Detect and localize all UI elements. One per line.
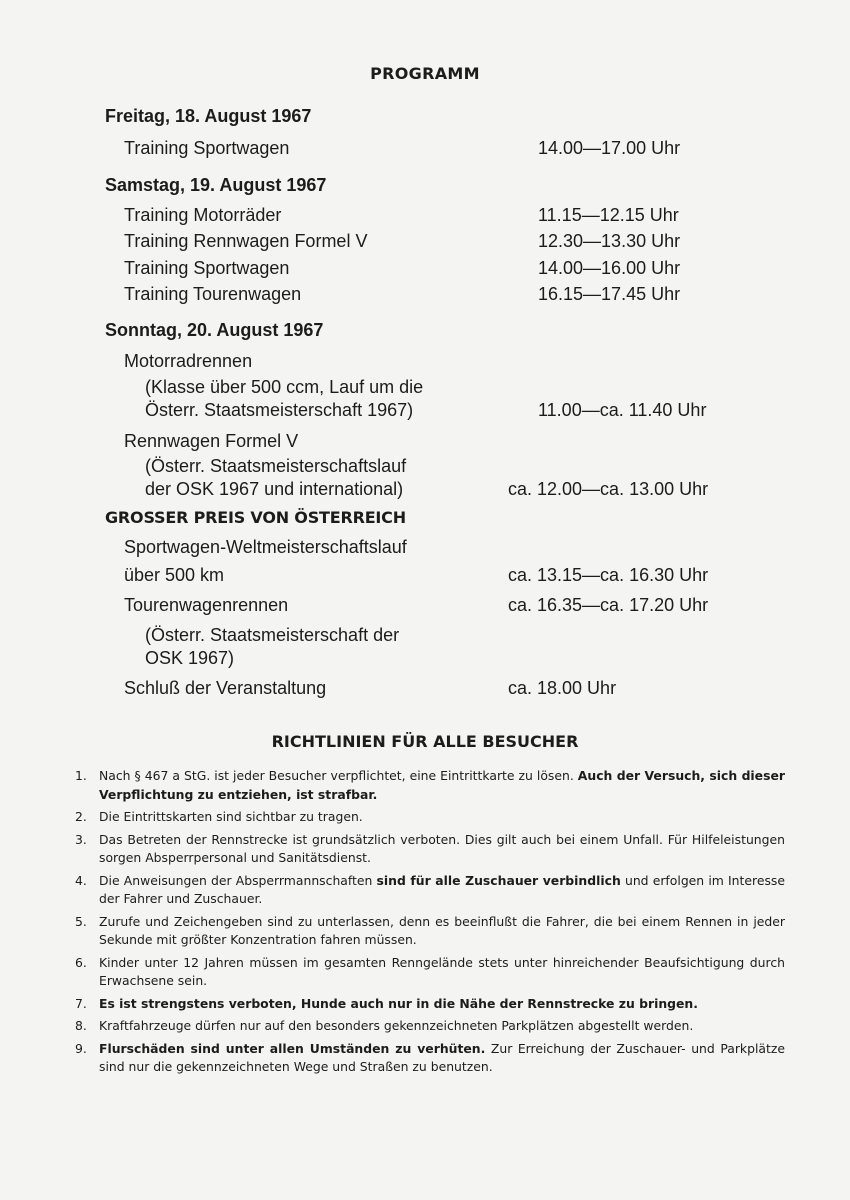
guideline-item [75,995,785,1014]
guideline-item [75,767,785,804]
event-name: Training Rennwagen Formel V [124,231,368,251]
guideline-number: 7. [75,995,87,1011]
schedule-row [0,205,850,231]
event-time: 11.15—12.15 Uhr [538,205,679,225]
schedule-row [0,648,850,674]
event-detail: der OSK 1967 und international) [145,479,404,499]
event-name: Schluß der Veranstaltung [124,678,327,698]
guideline-item [75,1017,785,1036]
schedule-row [0,595,850,621]
event-detail: Österr. Staatsmeisterschaft 1967) [145,400,414,420]
guideline-text-bold: Auch der Versuch, sich dieser Verpflichtung zu entziehen, ist strafbar. [99,768,785,802]
guideline-item [75,872,785,909]
event-name: Training Tourenwagen [124,284,302,304]
guideline-number: 2. [75,809,87,824]
guideline-text-bold: sind für alle Zuschauer verbindlich [376,872,621,888]
schedule-row [0,678,850,704]
event-name: Tourenwagenrennen [124,595,289,615]
event-name: Training Motorräder [124,205,282,225]
schedule-row [0,231,850,257]
guideline-number: 4. [75,872,87,888]
guideline-number: 8. [75,1018,87,1033]
guideline-text: Nach § 467 a StG. ist jeder Besucher verpflichtet, eine Eintrittkarte zu lösen. [99,768,578,783]
event-detail: OSK 1967) [145,648,235,668]
event-time: 14.00—17.00 Uhr [538,138,681,158]
event-time: 14.00—16.00 Uhr [538,258,681,278]
guideline-text: Zur Erreichung der Zuschauer- und Parkplätze sind nur die gekennzeichneten Wege und Straßen zu benutzen. [99,1040,785,1074]
event-time: 16.15—17.45 Uhr [538,284,681,304]
event-name: Rennwagen Formel V [124,431,299,451]
guideline-number: 6. [75,954,87,970]
event-name: Motorradrennen [124,351,253,371]
event-name: Training Sportwagen [124,138,290,158]
guideline-text-bold: Flurschäden sind unter allen Umständen zu verhüten. [99,1040,486,1056]
event-time: ca. 18.00 Uhr [508,678,617,698]
event-time: 12.30—13.30 Uhr [538,231,681,251]
guideline-text: Kraftfahrzeuge dürfen nur auf den besonders gekennzeichneten Parkplätzen abgestellt werden. [99,1018,694,1033]
schedule-row [0,284,850,310]
guideline-item [75,913,785,950]
guidelines-list [75,767,785,1081]
guideline-item [75,831,785,868]
event-detail: (Klasse über 500 ccm, Lauf um die [145,377,424,397]
schedule-row [0,479,850,505]
day-heading: Samstag, 19. August 1967 [105,175,327,195]
guideline-text: Kinder unter 12 Jahren müssen im gesamten Renngelände stets unter hinreichender Beaufsichtigung durch Erwachsene sein. [99,954,785,988]
schedule-row [0,565,850,591]
guideline-number: 1. [75,768,87,783]
schedule-row [0,138,850,164]
guideline-text: Zurufe und Zeichengeben sind zu unterlassen, denn es beeinflußt die Fahrer, die bei einem Rennen in jeder Sekunde mit größter Konzentration fahren müssen. [99,913,785,947]
guideline-item [75,1040,785,1077]
guideline-text-bold: Es ist strengstens verboten, Hunde auch nur in die Nähe der Rennstrecke zu bringen. [99,995,698,1011]
day-heading: Sonntag, 20. August 1967 [105,320,324,340]
guidelines-title: RICHTLINIEN FÜR ALLE BESUCHER [271,732,579,751]
program-title: PROGRAMM [370,64,480,83]
event-detail: (Österr. Staatsmeisterschaftslauf [145,456,407,476]
event-name: Sportwagen-Weltmeisterschaftslauf [124,537,407,557]
schedule-row [0,351,850,377]
event-time: ca. 13.15—ca. 16.30 Uhr [508,565,709,585]
guideline-number: 9. [75,1040,87,1056]
event-time: 11.00—ca. 11.40 Uhr [538,400,707,420]
event-time: ca. 16.35—ca. 17.20 Uhr [508,595,709,615]
event-name: über 500 km [124,565,225,585]
guideline-item [75,808,785,827]
event-time: ca. 12.00—ca. 13.00 Uhr [508,479,709,499]
guideline-item [75,954,785,991]
schedule-row [0,431,850,457]
guideline-text: Die Anweisungen der Absperrmannschaften [99,872,377,888]
event-detail: (Österr. Staatsmeisterschaft der [145,625,400,645]
schedule-row [0,400,850,426]
day-heading: Freitag, 18. August 1967 [105,106,312,126]
guideline-text: Die Eintrittskarten sind sichtbar zu tragen. [99,809,363,824]
guideline-text: Das Betreten der Rennstrecke ist grundsätzlich verboten. Dies gilt auch bei einem Unfall. Für Hilfeleistungen sorgen Absperrpersonal und Sanitätsdienst. [99,831,785,865]
guideline-text: und erfolgen im Interesse der Fahrer und Zuschauer. [99,872,785,906]
grand-prix-heading: GROSSER PREIS VON ÖSTERREICH [105,508,406,527]
schedule-row [0,258,850,284]
guideline-number: 3. [75,831,87,847]
schedule-row [0,537,850,563]
event-name: Training Sportwagen [124,258,290,278]
guideline-number: 5. [75,913,87,929]
